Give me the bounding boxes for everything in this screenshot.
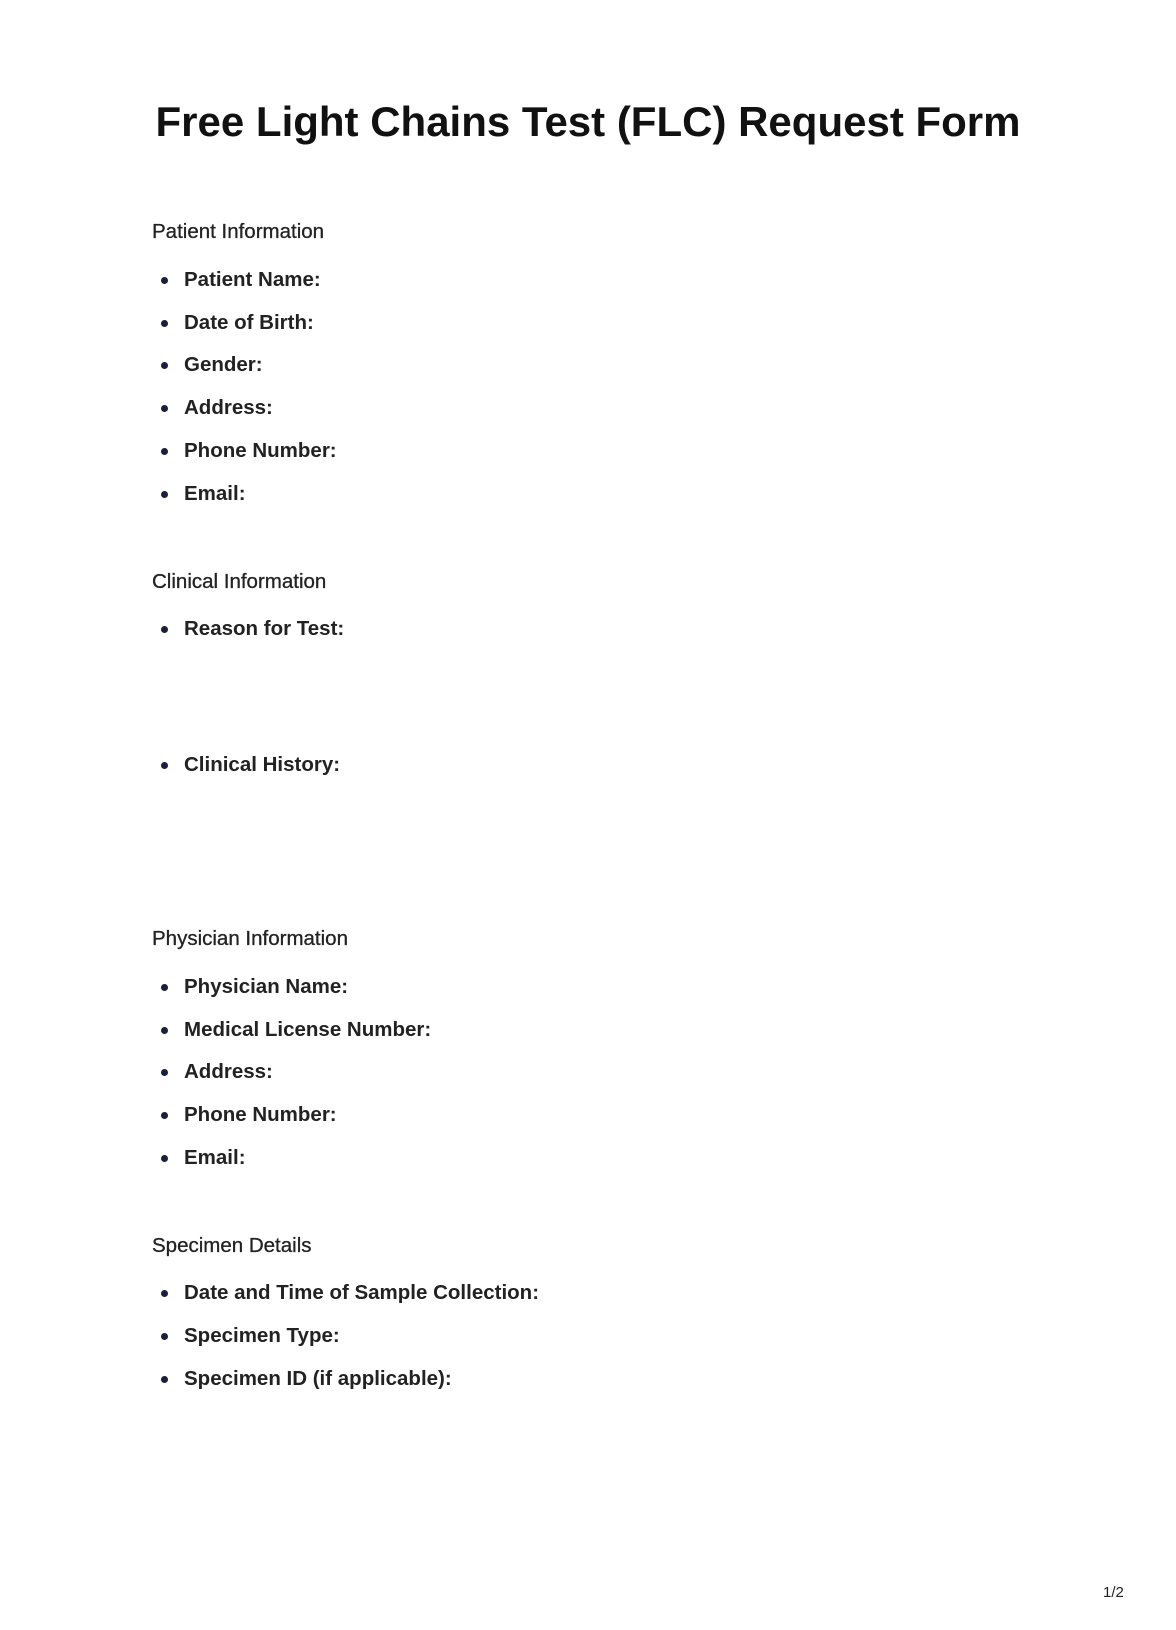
field-label: Phone Number: — [184, 439, 337, 462]
bullet-icon — [161, 277, 168, 284]
field-label: Physician Name: — [184, 975, 349, 998]
field-label: Email: — [184, 1146, 246, 1169]
field-patient-name — [161, 268, 321, 292]
bullet-icon — [161, 1069, 168, 1076]
field-physician-name — [161, 975, 348, 999]
field-reason-for-test — [161, 617, 344, 641]
field-physician-phone — [161, 1103, 337, 1127]
section-heading-patient: Patient Information — [152, 220, 325, 243]
field-patient-address — [161, 396, 273, 420]
field-label: Specimen ID (if applicable): — [184, 1367, 452, 1390]
field-label: Phone Number: — [184, 1103, 337, 1126]
field-specimen-type — [161, 1324, 340, 1348]
bullet-icon — [161, 1290, 168, 1297]
bullet-icon — [161, 320, 168, 327]
section-heading-specimen: Specimen Details — [152, 1234, 312, 1257]
section-heading-clinical: Clinical Information — [152, 570, 327, 593]
field-label: Specimen Type: — [184, 1324, 340, 1347]
bullet-icon — [161, 1155, 168, 1162]
bullet-icon — [161, 1376, 168, 1383]
bullet-icon — [161, 1333, 168, 1340]
field-clinical-history — [161, 753, 340, 777]
field-label: Reason for Test: — [184, 617, 345, 640]
field-label: Medical License Number: — [184, 1018, 432, 1041]
bullet-icon — [161, 626, 168, 633]
bullet-icon — [161, 984, 168, 991]
field-label: Address: — [184, 396, 273, 419]
field-specimen-id — [161, 1367, 452, 1391]
bullet-icon — [161, 1112, 168, 1119]
field-gender — [161, 353, 263, 377]
field-label: Clinical History: — [184, 753, 341, 776]
bullet-icon — [161, 762, 168, 769]
bullet-icon — [161, 1027, 168, 1034]
field-collection-datetime — [161, 1281, 539, 1305]
field-label: Patient Name: — [184, 268, 321, 291]
field-patient-email — [161, 482, 246, 506]
bullet-icon — [161, 362, 168, 369]
page-number: 1/2 — [1103, 1584, 1124, 1601]
field-label: Address: — [184, 1060, 273, 1083]
field-label: Date of Birth: — [184, 311, 314, 334]
bullet-icon — [161, 448, 168, 455]
section-heading-physician: Physician Information — [152, 927, 348, 950]
field-date-of-birth — [161, 311, 314, 335]
field-patient-phone — [161, 439, 337, 463]
field-label: Email: — [184, 482, 246, 505]
field-label: Gender: — [184, 353, 263, 376]
bullet-icon — [161, 491, 168, 498]
field-label: Date and Time of Sample Collection: — [184, 1281, 540, 1304]
field-physician-address — [161, 1060, 273, 1084]
page-title: Free Light Chains Test (FLC) Request Form — [155, 98, 1021, 145]
field-license-number — [161, 1018, 431, 1042]
bullet-icon — [161, 405, 168, 412]
field-physician-email — [161, 1146, 246, 1170]
